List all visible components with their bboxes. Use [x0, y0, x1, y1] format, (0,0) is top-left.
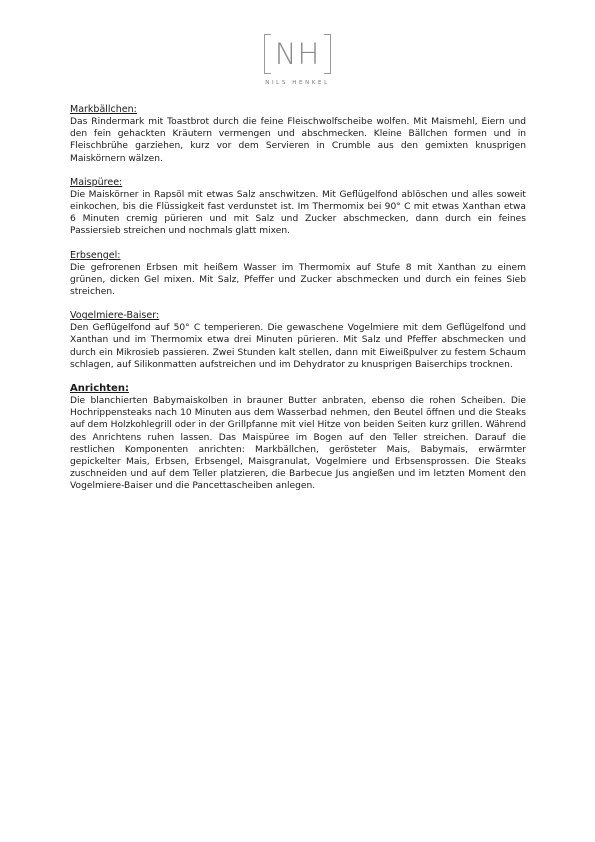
section-text: Die gefrorenen Erbsen mit heißem Wasser im Thermomix auf Stufe 8 mit Xanthan zu einem grünen, dicken Gel mixen. Mit Salz, Pfeffer und Zucker abschmecken und durch ein feines Sieb streichen. [70, 262, 526, 298]
section-text: Das Rindermark mit Toastbrot durch die feine Fleischwolfscheibe wolfen. Mit Maismehl, Eiern und den fein gehackten Kräutern vermengen und abschmecken. Kleine Bällchen formen und in Fleischbrühe garziehen, kurz vor dem Servieren in Crumble aus den gemixten knusprigen Maiskörnern wälzen. [70, 117, 526, 164]
section-anrichten [70, 383, 526, 493]
section-erbsengel [70, 250, 526, 299]
section-heading: Vogelmiere-Baiser: [70, 310, 160, 322]
logo-name: NILS HENKEL [265, 80, 330, 86]
section-text: Den Geflügelfond auf 50° C temperieren. Die gewaschene Vogelmiere mit dem Geflügelfond und Xanthan und im Thermomix etwa drei Minuten pürieren. Mit Salz und Pfeffer abschmecken und durch ein Mikrosieb passieren. Zwei Stunden kalt stellen, dann mit Eiweißpulver zu festem Schaum schlagen, auf Silikonmatten aufstreichen und im Dehydrator zu knusprigen Baiserchips trocknen. [70, 323, 526, 370]
section-vogelmiere-baiser [70, 310, 526, 371]
section-heading: Anrichten: [70, 383, 129, 395]
logo-bracket-right [324, 34, 331, 74]
section-heading: Markbällchen: [70, 104, 137, 115]
section-text: Die blanchierten Babymaiskolben in brauner Butter anbraten, ebenso die rohen Scheiben. Die Hochrippensteaks nach 10 Minuten aus dem Wasserbad nehmen, den Beutel öffnen und die Steaks auf dem Holzkohlegrill oder in der Grillpfanne mit viel Hitze von beiden Seiten kurz grillen. Während des Anrichtens ruhen lassen. Das Maispüree im Bogen auf den Teller streichen. Darauf die restlichen Komponenten anrichten: Markbällchen, gerösteter Mais, Babymais, erwärmter gepickelter Mais, Erbsen, Erbsengel, Maisgranulat, Vogelmiere und Erbsensprossen. Die Steaks zuschneiden und auf dem Teller platzieren, die Barbecue Jus angießen und im letzten Moment den Vogelmiere-Baiser und die Pancettascheiben anlegen. [70, 396, 526, 492]
section-heading: Erbsengel: [70, 249, 121, 261]
section-heading: Maispüree: [70, 176, 123, 188]
section-markbaellchen [70, 104, 526, 165]
logo-mark [264, 34, 332, 74]
section-text: Die Maiskörner in Rapsöl mit etwas Salz anschwitzen. Mit Geflügelfond ablöschen und alles soweit einkochen, bis die Flüssigkeit fast verdunstet ist. Im Thermomix bei 90° C mit etwas Xanthan etwa 6 Minuten cremig pürieren und mit Salz und Zucker abschmecken, dann durch ein feines Passiersieb streichen und nochmals glatt mixen. [70, 189, 526, 237]
recipe-content [70, 104, 526, 505]
section-maispueree [70, 177, 526, 238]
logo-bracket-left [264, 34, 271, 74]
logo [0, 34, 595, 86]
logo-letters: NH [274, 37, 321, 71]
